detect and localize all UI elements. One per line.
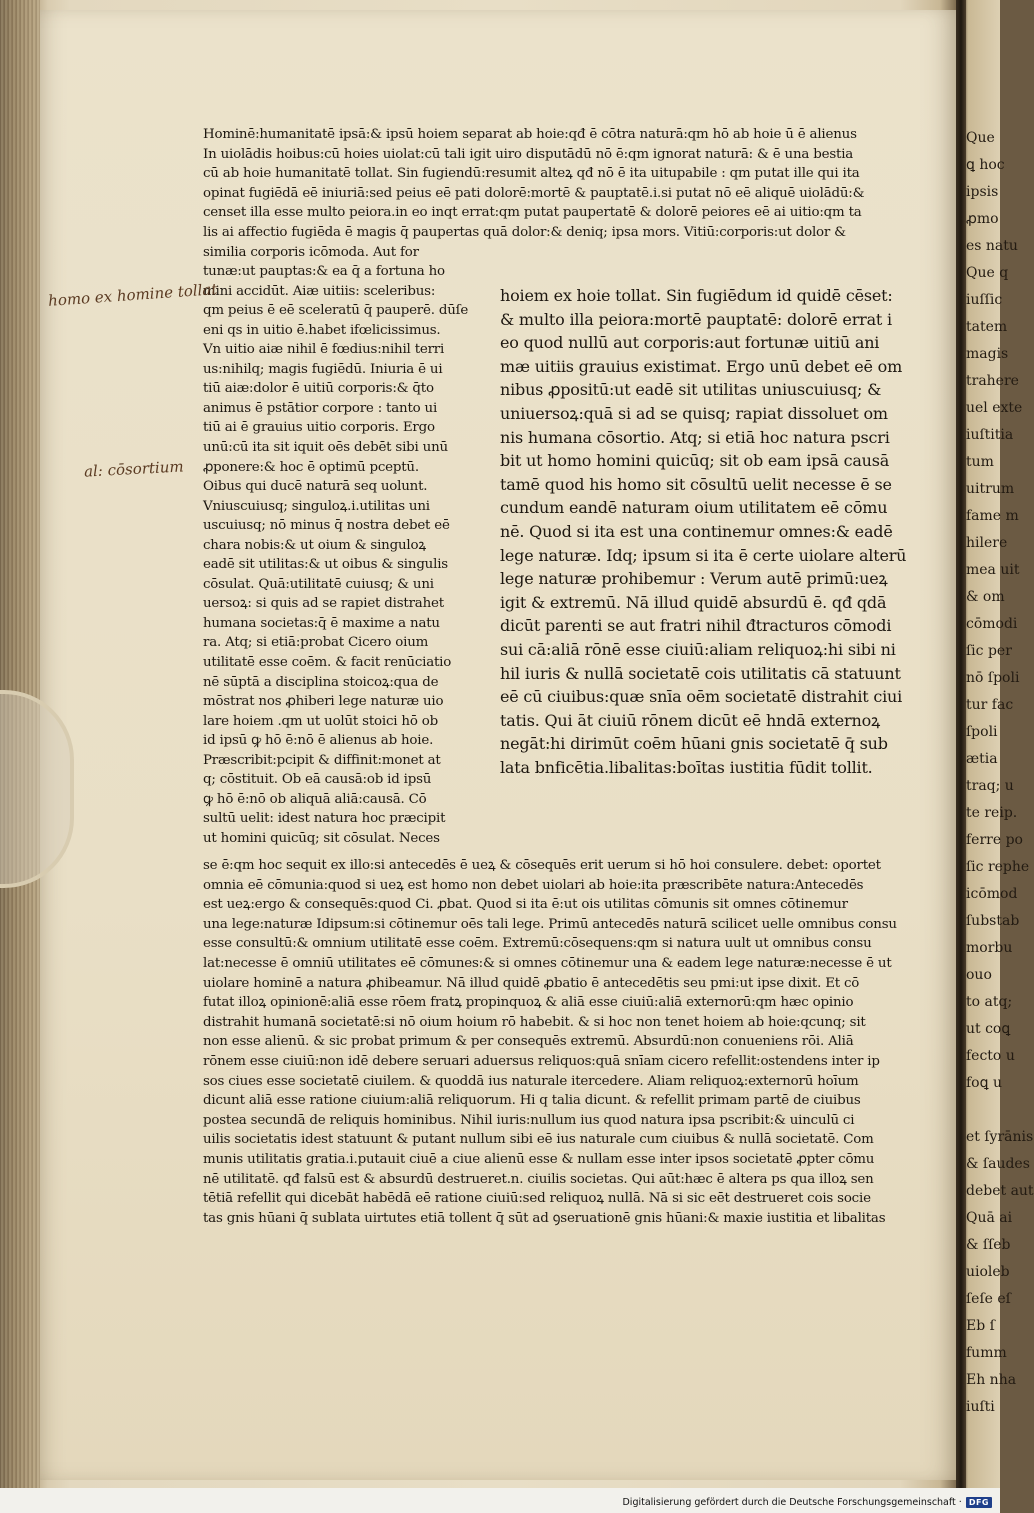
main-text-line: mæ uitiis grauius existimat. Ergo unū debet eē om bbox=[500, 356, 903, 376]
commentary-left-line: lare hoiem .qm ut uolūt stoici hō ob bbox=[203, 713, 438, 729]
commentary-left-line: Oibus qui ducē naturā seq uolunt. bbox=[203, 479, 428, 495]
facing-page-fragment bbox=[966, 130, 1034, 1460]
main-text-line: lege naturæ prohibemur : Verum autē primū:ueꝝ bbox=[500, 569, 888, 589]
commentary-left-line: tiū aiæ:dolor ē uitiū corporis:& q̄to bbox=[203, 381, 434, 397]
commentary-left-line: nē sūptā a disciplina stoicoꝝ:qua de bbox=[203, 674, 439, 690]
facing-page-fragment-line: cōmodi bbox=[966, 616, 1018, 632]
facing-page-fragment-line: debet aut bbox=[966, 1183, 1034, 1199]
commentary-top-line: cū ab hoie humanitatē tollat. Sin fugiendū:resumit alteꝝ qđ nō ē ita uitupabile : qm putat ille qui ita bbox=[203, 166, 860, 182]
commentary-bottom-line: postea secundā de reliquis hominibus. Nihil iuris:nullum ius quod natura ipsa pscribit:& uinculū ci bbox=[203, 1112, 855, 1128]
facing-page-fragment-line: magis bbox=[966, 346, 1009, 362]
facing-page-fragment-line: nō ſpoli bbox=[966, 670, 1020, 686]
main-text-line: bit ut homo homini quicūq; sit ob eam ipsā causā bbox=[500, 451, 890, 471]
commentary-bottom-line: esse consultū:& omnium utilitatē esse coēm. Extremū:cōsequens:qm si natura uult ut omnibus consu bbox=[203, 936, 872, 952]
commentary-left-line: Vniuscuiusq; singuloꝝ.i.utilitas uni bbox=[203, 498, 430, 514]
commentary-bottom-line: munis utilitatis gratia.i.putauit ciuē a ciue alienū esse & nullam esse inter ipsos societatē ꝓpter cōmu bbox=[203, 1152, 875, 1167]
commentary-left-line: mini accidūt. Aiæ uitiis: sceleribus: bbox=[203, 283, 436, 299]
facing-page-fragment-line: foꝗ u bbox=[966, 1075, 1002, 1091]
commentary-bottom-line: una lege:naturæ Idipsum:si cōtinemur oēs tali lege. Primū antecedēs naturā scilicet uelle omnibus consu bbox=[203, 916, 897, 932]
commentary-bottom-line: nē utilitatē. qđ falsū est & absurdū destrueret.n. ciuilis societas. Qui aūt:hæc ē altera ps qua illoꝝ sen bbox=[203, 1171, 874, 1187]
commentary-left-line: tiū ai ē grauius uitio corporis. Ergo bbox=[203, 420, 435, 436]
facing-page-fragment-line: trahere bbox=[966, 373, 1019, 389]
facing-page-fragment-line: fecto u bbox=[966, 1048, 1015, 1064]
main-text-line: & multo illa peiora:mortē pauptatē: dolorē errat i bbox=[500, 309, 892, 329]
commentary-left-line: mōstrat nos ꝓhiberi lege naturæ uio bbox=[203, 694, 444, 710]
facing-page-fragment-line: ætia bbox=[966, 751, 998, 767]
commentary-left-line: uscuiusq; nō minus q̄ nostra debet eē bbox=[203, 518, 450, 534]
facing-page-fragment-line: iuſti bbox=[966, 1399, 995, 1415]
facing-page-fragment-line: icōmod bbox=[966, 886, 1018, 902]
commentary-left-line: q; cōstituit. Ob eā causā:ob id ipsū bbox=[203, 772, 432, 788]
footer-credit: Digitalisierung gefördert durch die Deutsche Forschungsgemeinschaft · bbox=[622, 1496, 962, 1508]
commentary-bottom-line: se ē:qm hoc sequit ex illo:si antecedēs ē ueꝝ & cōsequēs erit uerum si hō hoi consulere. debet: oportet bbox=[203, 858, 881, 873]
commentary-bottom-line: distrahit humanā societatē:si nō oium hoium rō habebit. & si hoc non tenet hoiem ab hoie:qcunq; sit bbox=[203, 1014, 866, 1030]
facing-page-fragment-line: Quā ai bbox=[966, 1210, 1013, 1226]
main-text-line: cundum eandē naturam oium utilitatem eē cōmu bbox=[500, 498, 888, 518]
facing-page-fragment-line: Eb ſ bbox=[966, 1318, 995, 1334]
facing-page-fragment-line: iuſtitia bbox=[966, 427, 1014, 443]
main-text-line: hil iuris & nullā societatē cois utilitatis cā statuunt bbox=[500, 663, 901, 683]
commentary-bottom-line: uiolare hominē a natura ꝓhibeamur. Nā illud quidē ꝓbatio ē antecedētis seu pmi:ut ipse dixit. Et cō bbox=[203, 975, 860, 991]
main-text-line: lata bnficētia.libalitas:boītas iustitia fūdit tollit. bbox=[500, 758, 873, 777]
facing-page-fragment-line: ouo bbox=[966, 967, 992, 983]
facing-page-fragment-line: ſeſe eſ bbox=[966, 1291, 1011, 1307]
facing-page-fragment-line: te reip. bbox=[966, 805, 1018, 821]
commentary-bottom-line: rōnem esse ciuiū:non idē debere seruari aduersus reliquos:quā snīam cicero refellit:ostendens inter ip bbox=[203, 1054, 880, 1069]
facing-page-fragment-line: traq; u bbox=[966, 778, 1014, 794]
facing-page-fragment-line: ſic per bbox=[966, 643, 1012, 659]
facing-page-fragment-line: tur fac bbox=[966, 697, 1014, 713]
facing-page-fragment-line: ſic rephe bbox=[966, 859, 1030, 875]
commentary-left-line: humana societas:q̄ ē maxime a natu bbox=[203, 615, 440, 631]
facing-page-fragment-line: Que bbox=[966, 130, 995, 146]
facing-page-fragment-line: morbu bbox=[966, 940, 1013, 956]
commentary-left-line: tunæ:ut pauptas:& ea q̄ a fortuna ho bbox=[203, 264, 445, 279]
main-text-line: negāt:hi dirimūt coēm hūani gnis societatē q̄ sub bbox=[500, 734, 888, 754]
commentary-left-line: sultū uelit: idest natura hoc præcipit bbox=[203, 811, 446, 827]
commentary-top-line: Hominē:humanitatē ipsā:& ipsū hoiem separat ab hoie:qđ ē cōtra naturā:qm hō ab hoie ū ē alienus bbox=[203, 127, 857, 142]
facing-page-fragment-line: & om bbox=[966, 589, 1005, 605]
commentary-left-line: chara nobis:& ut oium & singuloꝝ bbox=[203, 537, 426, 553]
facing-page-fragment-line: fumm bbox=[966, 1345, 1007, 1361]
commentary-bottom-line: sos ciues esse societatē ciuilem. & quoddā ius naturale itercedere. Aliam reliquoꝝ:externorū hoīum bbox=[203, 1073, 859, 1089]
commentary-top-line: similia corporis icōmoda. Aut for bbox=[203, 244, 419, 260]
facing-page-fragment-line: hilere bbox=[966, 535, 1008, 551]
facing-page-fragment-line: ꝓmo bbox=[966, 211, 999, 227]
facing-page-fragment-line: uel exte bbox=[966, 400, 1023, 416]
commentary-top-line: censet illa esse multo peiora.in eo inqt errat:qm putat paupertatē & dolorē peiores eē ai uitio:qm ta bbox=[203, 205, 862, 221]
commentary-bottom-line: dicunt aliā esse ratione ciuium:aliā reliquorum. Hi q talia dicunt. & refellit primam partē de ciuibus bbox=[203, 1093, 861, 1109]
main-text-line: eo quod nullū aut corporis:aut fortunæ uitiū ani bbox=[500, 333, 880, 353]
commentary-bottom-line: non esse alienū. & sic probat primum & per consequēs extremū. Absurdū:non conueniens rōi. Aliā bbox=[203, 1034, 854, 1050]
commentary-bottom-line: uilis societatis idest statuunt & putant nullum sibi eē ius naturale cum ciuibus & nullā societatē. Com bbox=[203, 1132, 874, 1148]
facing-page-fragment-line: tum bbox=[966, 454, 994, 470]
main-text-line: nis humana cōsortio. Atq; si etiā hoc natura pscri bbox=[500, 427, 890, 447]
main-text-line: dicūt parenti se aut fratri nihil đtracturos cōmodi bbox=[500, 616, 892, 636]
commentary-left-line: ut homini quicūq; sit cōsulat. Neces bbox=[203, 830, 440, 846]
commentary-top-line: In uiolādis hoibus:cū hoies uiolat:cū tali igit uiro disputādū nō ē:qm ignorat naturā: & ē una bestia bbox=[203, 146, 854, 162]
main-text-line: nibus ꝓpositū:ut eadē sit utilitas uniuscuiusq; & bbox=[500, 380, 882, 400]
main-text-line: igit & extremū. Nā illud quidē absurdū ē. qđ qdā bbox=[500, 592, 887, 612]
main-text-line: uniuersoꝝ:quā si ad se quisq; rapiat dissoluet om bbox=[500, 404, 888, 423]
facing-page-fragment-line: ſpoli bbox=[966, 724, 998, 740]
commentary-left-line: cōsulat. Quā:utilitatē cuiusq; & uni bbox=[203, 576, 434, 592]
main-text-line: eē cū ciuibus:quæ snīa oēm societatē distrahit ciui bbox=[500, 687, 903, 707]
commentary-left-line: ꝙ hō ē:nō ob aliquā aliā:causā. Cō bbox=[203, 791, 427, 807]
dfg-logo-icon: DFG bbox=[966, 1497, 992, 1508]
main-text-line: nē. Quod si ita est una continemur omnes:& eadē bbox=[500, 522, 893, 541]
commentary-left-line: utilitatē esse coēm. & facit renūciatio bbox=[203, 655, 452, 670]
facing-page-fragment-line: ſubstab bbox=[966, 913, 1020, 929]
commentary-left-line: Vn uitio aiæ nihil ē fœdius:nihil terri bbox=[203, 342, 445, 358]
commentary-bottom-line: tas gnis hūani q̄ sublata uirtutes etiā tollent q̄ sūt ad ꝯseruationē gnis hūani:& maxie iustitia et libalitas bbox=[203, 1210, 886, 1226]
commentary-left-line: eni qs in uitio ē.habet ifœlicissimus. bbox=[203, 322, 441, 338]
facing-page-fragment-line: ferre po bbox=[966, 832, 1023, 848]
margin-note-2: al: cōsortium bbox=[83, 457, 185, 481]
commentary-left-line: uersoꝝ: si quis ad se rapiet distrahet bbox=[203, 596, 444, 612]
facing-page-fragment-line: fame m bbox=[966, 508, 1019, 524]
facing-page-fragment-line: uioleb bbox=[966, 1264, 1010, 1280]
facing-page-fragment-line: uitrum bbox=[966, 481, 1015, 497]
commentary-left-line: eadē sit utilitas:& ut oibus & singulis bbox=[203, 557, 448, 573]
main-text-line: sui cā:aliā rōnē esse ciuiū:aliam reliquoꝝ:hi sibi ni bbox=[500, 640, 896, 659]
commentary-bottom-line: est ueꝝ:ergo & consequēs:quod Ci. ꝓbat. Quod si ita ē:ut ois utilitas cōmunis sit omnes cōtinemur bbox=[203, 897, 848, 913]
commentary-left-line: animus ē pstātior corpore : tanto ui bbox=[203, 400, 438, 416]
facing-page-fragment-line: ipsis bbox=[966, 184, 999, 200]
margin-note-1: homo ex homine tollat bbox=[47, 280, 218, 310]
commentary-left-line: us:nihilq; magis fugiēdū. Iniuria ē ui bbox=[203, 361, 443, 377]
commentary-left-line: Præscribit:pcipit & diffinit:monet at bbox=[203, 752, 441, 768]
facing-page-fragment-line: mea uit bbox=[966, 562, 1020, 578]
facing-page-fragment-line: es natu bbox=[966, 238, 1018, 254]
commentary-left-line: qm peius ē eē sceleratū q̄ pauperē. dūſe bbox=[203, 303, 469, 319]
digitization-footer bbox=[622, 1494, 992, 1510]
commentary-bottom-line: lat:necesse ē omniū utilitates eē cōmunes:& si omnes cōtinemur una & eadem lege naturæ:necesse ē ut bbox=[203, 956, 892, 971]
main-text-line: hoiem ex hoie tollat. Sin fugiēdum id quidē cēset: bbox=[500, 286, 893, 305]
commentary-left-line: id ipsū ꝙ hō ē:nō ē alienus ab hoie. bbox=[203, 733, 434, 749]
facing-page-fragment-line: Eh nha bbox=[966, 1372, 1017, 1388]
commentary-left-line: unū:cū ita sit iquit oēs debēt sibi unū bbox=[203, 439, 448, 455]
facing-page-fragment-line: & ſſeb bbox=[966, 1237, 1011, 1253]
commentary-top-line: opinat fugiēdā eē iniuriā:sed peius eē pati dolorē:mortē & pauptatē.i.si putat nō eē aliquē uiolādū:& bbox=[203, 185, 865, 201]
book-gutter bbox=[956, 0, 966, 1513]
commentary-bottom-line: tētiā refellit qui dicebāt habēdā eē ratione ciuiū:sed reliquoꝝ nullā. Nā si sic eēt destrueret cois socie bbox=[203, 1191, 871, 1207]
facing-page-fragment-line: iuſſic bbox=[966, 292, 1003, 308]
facing-page-fragment-line: tatem bbox=[966, 319, 1008, 335]
commentary-bottom-line: futat illoꝝ opinionē:aliā esse rōem fratꝝ propinquoꝝ & aliā esse ciuiū:aliā externorū:qm hæc opinio bbox=[203, 995, 854, 1011]
facing-page-fragment-line: & ſaudes bbox=[966, 1156, 1030, 1172]
commentary-bottom-line: omnia eē cōmunia:quod si ueꝝ est homo non debet uiolari ab hoie:ita præscribēte natura:Antecedēs bbox=[203, 877, 864, 893]
commentary-left-line: ꝓponere:& hoc ē optimū pceptū. bbox=[203, 459, 419, 475]
facing-page-fragment-line: ꝗ hoc bbox=[966, 157, 1005, 173]
main-text-line: tatis. Qui āt ciuiū rōnem dicūt eē hndā externoꝝ bbox=[500, 710, 881, 730]
commentary-top-line: lis ai affectio fugiēda ē magis q̄ paupertas quā dolor:& deniq; ipsa mors. Vitiū:corporis:ut dolor & bbox=[203, 225, 846, 240]
main-text-line: lege naturæ. Idq; ipsum si ita ē certe uiolare alterū bbox=[500, 545, 907, 565]
facing-page-fragment-line: ut coꝗ bbox=[966, 1021, 1011, 1037]
main-text-line: tamē quod his homo sit cōsultū uelit necesse ē se bbox=[500, 474, 892, 494]
commentary-left-line: ra. Atq; si etiā:probat Cicero oium bbox=[203, 635, 429, 651]
facing-page-fragment-line: et ſyrānis bbox=[966, 1129, 1034, 1145]
facing-page-fragment-line: to atq; bbox=[966, 994, 1013, 1010]
facing-page-fragment-line: Que q bbox=[966, 265, 1009, 281]
